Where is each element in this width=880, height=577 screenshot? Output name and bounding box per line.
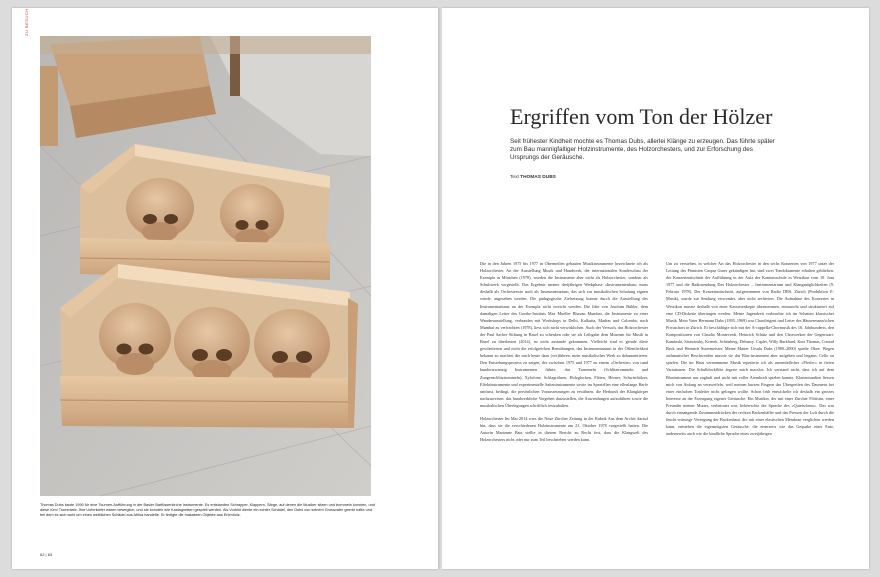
photo-caption: Thomas Dubs baute 1990 für eine Tournee-Aufführung in der Basler Barfüsserkirche Instrumente. Es entstanden Schrapper, Klappern, Särge, auf denen die Musiker sitzen und trommeln konnten, und diese rüm! Trommlate. Ihre Unterkiefer waren beweglich, und sie konnten wie Kastagnetten gespielt werden. Als Vorbild diente ein echter Schädel, den Dubs von seinem Grossvater geerbt hatte und bei dem es sich wohl um einen weiblichen Schädel aus Afrika handelte. Er fertigte die makabren Objekte aus Erlenholz. — [40, 503, 375, 518]
body-paragraph: Die in den Jahren 1975 bis 1977 in Obermeilen gebauten Musikinstrumente bezeichnete ich als Holzorchester. An der Ausstellung Musik und Handwerk, der internationalen Sonderschau der Exempla in München (1978), wurden die Instrumente aber nicht als Holzorchester, sondern als Schubwerk vorgestellt. Das Ergebnis meiner dreijährigen Werkphase «Instrumentenbau» muss deshalb als Orchesterwie auch als Instrumentarium, das sich zur musikalischen Schulung eignen würde, angesehen werden. Die pädagogische Zielsetzung konnte durch die Ausstellung des Instrumentariums an der Exempla nicht erreicht werden. Die Idee von Joachim Bühler, dem damaligen Leiter des Goethe-Instituts Max Mueller Bhavan Mumbai, die Instrumente zu einer Wanderausstellung, verbunden mit Workshops in Delhi, Kalkutta, Madras und Colombo, nach Mumbai zu verfrachten (1978), liess sich nicht verwirklichen. Auch der Versuch, das Holzorchester der Paul Sacher Stiftung in Basel zu schenken oder sie als Leihgabe dem Museum für Musik in Basel zu überlassen (2014), ist nicht zustande gekommen. Vielleicht sind es gerade diese gescheiterten und nicht die erfolgreichen Bemühungen, das Instrumentarium in der Öffentlichkeit bekannt zu machen, die mich heute dazu (ver)führen, mein musikalisches Werk zu dokumentieren. Den Entstehungsprozess zu zeigen, der zwischen 1975 und 1977 zu einem «Orchester» von rund hundertzwanzig Instrumenten führte, das Trommeln (Schlitztrommeln und Zungenschlitztrommeln), Xylofone, Schlagröhren, Holzglocken, Flöten, Hörner, Schwirrhölzer, Effektinstrumente und experimentelle Saiteninstrumente sowie im Speziellen eine ellenlange Harfe umfasst, bedingt, die persönlichen Voraussetzungen zu erwähnen, die Herkunft der Klangkörper nachzuweisen, das handwerkliche Vorgehen darzustellen, die Anwendungen aufzuführen sowie die musikalischen Überlegungen schriftlich festzuhalten. — [480, 261, 648, 408]
right-page — [442, 8, 869, 569]
body-paragraph: Um zu verstehen, in welcher Art das Holzorchester in den sechs Konzerten von 1977 unter der Leitung des Pianisten Caspar Gurer gekündigen hat, sind zwei Tondokumente erhalten geblieben: der Konzertmitschnitt der Aufführung in der Aula der Kantonsschule in Wetzikon vom 10. Juni 1977 und die Radiosendung Das Holzorchester – Instrumentarium und Klangmöglichkeiten (9. Februar 1978). Der Konzertmitschnitt, aufgenommen von Radio DRS, Zürich (Produktion E-Musik), wurde zur Sendung verwendet, aber nicht archiviert. Die Aufnahme des Konzertes in Wetzikon musste deshalb von einer Kassettenkopie übernommen, entrauscht und strukturiert auf eine CD-Diskette übertragen werden. Meine Jugendzeit verbrachte ich im Schatten klassischer Musik. Mein Vater Hermann Dubs (1895–1969) war Chordirigent und Leiter des Häusermann'schen Privatchors in Zürich. Er beschäftigte sich mit der A-cappella-Chormusik des 16. Jahrhunderts, den Kompositionen von Claudio Monteverdi, Heinrich Schütz und den Chorwerken der Gegenwart: Kaminski, Strawinsky, Krenek, Schönberg, Debussy, Caplet, Willy Burkhard, Kurt Thomas, Conrad Beck und Heinrich Sutermeister. Meine Mutter Ursula Dubs (1900–2000) spielte Oboe. Wegen asthmatischer Beschwerden musste sie das Blas-instrument aber aufgeben und begann, Cello zu spielen. Die im Haus vernommene Musik repetierte ich als unermüdlicher «Pfeifer» in freien Variationen. Die Schulblockflöte ärgerte mich masslos. Ich verstand nicht, dass ich auf dem Blasinstrument nur zaghaft und nicht mit voller Atemkraft spielen konnte. Klarientundien liessen mich von Anfang an verzweifeln, weil meinen kurzen Fingern das Übergreifen des Daumens bei einer einfachen Tonleiter nicht gelingen wollte. Schon früh entwickelte ich deshalb ein grosses Interesse an der Erzeugung eigener Geräusche. Ein Musiker, der mit einer Zürcher Flötistin, einer Freundin meiner Mutter, verheiratet war, beherrschte die Sprache des «Quietschens». Das war durch einsangende Zusammendrücken der rechten Backenhälfte und das Pressen der Luft durch die feucht-wässrige Verengung der Backenhaut, die mit einer elastischen Membran verglichen werden kann, entstehen die eigenartigsten Geräusche, die einerseits wie das Gequake einer Ente, andererseits auch wie die kindliche Sprache eines zweijährigen — [666, 261, 834, 437]
body-column-1 — [480, 260, 648, 443]
article-lead: Seit frühester Kindheit mochte es Thomas Dubs, allerlei Klänge zu erzeugen. Das führte später zum Bau mannigfaltiger Holzinstrumente, des Holzorchesters, und zur Erforschung des Ursprungs der Geräusche. — [510, 138, 775, 162]
skulls-photo — [40, 36, 371, 496]
section-label: ZU BESUCH — [24, 8, 29, 36]
byline-author: THOMAS DUBS — [520, 175, 556, 180]
skulls-illustration — [40, 36, 371, 496]
byline-prefix: Text — [510, 175, 519, 180]
body-paragraph: Holzorchester Im Mai 2014 wies die Neue Zürcher Zeitung in der Rubrik Aus dem Archiv darauf hin, dass sie die verschiedenen Holzinstrumente am 21. Oktober 1978 vorgestellt hatten. Die Autorin Marianne Batz stellte in diesem Bericht zu Recht fest, dass die Klangwelt des Holzorchesters nicht oder nur zum Teil beschrieben werden kann. — [480, 415, 648, 443]
body-column-2 — [666, 260, 834, 437]
page-number-left: 62 | 63 — [40, 552, 53, 557]
byline — [510, 175, 556, 180]
article-title: Ergriffen vom Ton der Hölzer — [510, 104, 773, 129]
lower-crate — [60, 264, 358, 428]
left-page — [12, 8, 438, 569]
